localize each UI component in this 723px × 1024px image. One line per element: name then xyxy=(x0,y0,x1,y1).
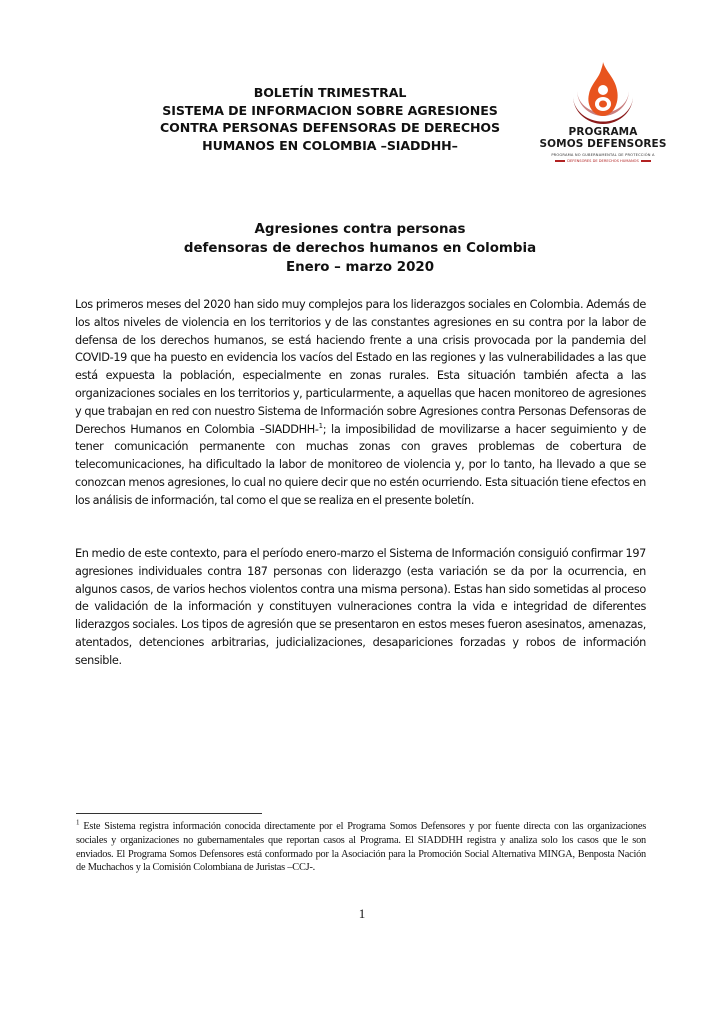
somos-defensores-logo xyxy=(528,60,678,172)
logo-program-name xyxy=(528,127,678,150)
logo-subtitle-2 xyxy=(534,159,672,164)
header-title-line: SISTEMA DE INFORMACION SOBRE AGRESIONES xyxy=(162,102,498,118)
header-title-line: BOLETÍN TRIMESTRAL xyxy=(253,85,407,100)
header-title-line: CONTRA PERSONAS DEFENSORAS DE DERECHOS xyxy=(160,120,500,135)
footnote-mark: 1 xyxy=(76,818,80,827)
document-title-line: defensoras de derechos humanos en Colombia xyxy=(183,241,537,256)
footnote-text: Este Sistema registra información conocida directamente por el Programa Somos Defensores y por fuente directa con las organizaciones sociales y organizaciones no gubernamentales que reportan casos al Programa. El SIADDHH registra y analiza solo los casos que le son enviados. El Programa Somos Defensores está conformado por la Asociación para la Promoción Social Alternativa MINGA, Benposta Nación de Muchachos y la Comisión Colombiana de Juristas –CCJ-. xyxy=(76,821,646,874)
logo-name-line1: PROGRAMA xyxy=(568,126,638,138)
document-title-line: Enero – marzo 2020 xyxy=(285,260,435,275)
logo-subtitle-2-text: DEFENSORES DE DERECHOS HUMANOS xyxy=(567,159,639,163)
paragraph-intro-text-b: ; la imposibilidad de movilizarse a hacer seguimiento y de tener comunicación permanente con muchas zonas con graves problemas de cobertura de telecomunicaciones, ha dificultado la labor de monitoreo de violencia y, por lo tanto, ha llevado a que se conozcan menos agresiones, lo cual no quiere decir que no estén ocurriendo. Esta situación tiene efectos en los análisis de información, tal como el que se realiza en el presente boletín. xyxy=(75,422,646,507)
footnote xyxy=(76,820,646,875)
header-title-line: HUMANOS EN COLOMBIA –SIADDHH– xyxy=(202,137,458,153)
accent-bar-left xyxy=(555,160,565,162)
footnote-separator xyxy=(76,813,262,814)
paragraph-intro-text-a: Los primeros meses del 2020 han sido muy complejos para los liderazgos sociales en Colombia. Además de los altos niveles de violencia en los territorios y de las constantes agresiones en su contra por la labor de defensa de los derechos humanos, se está haciendo frente a una crisis provocada por la pandemia del COVID-19 que ha puesto en evidencia los vacíos del Estado en las regiones y las vulnerabilidades a las que está expuesta la población, especialmente en zonas rurales. Esta situación también afecta a las organizaciones sociales en los territorios y, particularmente, a aquellas que hacen monitoreo de agresiones y que trabajan en red con nuestro Sistema de Información sobre Agresiones contra Personas Defensoras de Derechos Humanos en Colombia –SIADDHH- xyxy=(75,298,646,436)
document-title-line: Agresiones contra personas xyxy=(254,222,466,237)
flame-logo-icon xyxy=(563,60,643,128)
document-title xyxy=(150,220,570,277)
accent-bar-right xyxy=(641,160,651,162)
logo-subtitle-1: PROGRAMA NO GUBERNAMENTAL DE PROTECCIÓN A xyxy=(551,153,655,157)
bulletin-header-title xyxy=(130,84,530,154)
paragraph-intro xyxy=(75,296,646,510)
logo-name-line2: SOMOS DEFENSORES xyxy=(539,137,667,150)
page-number: 1 xyxy=(358,906,366,921)
paragraph-context: En medio de este contexto, para el período enero-marzo el Sistema de Información consiguió confirmar 197 agresiones individuales contra 187 personas con liderazgo (esta variación se da por la ocurrencia, en algunos casos, de varios hechos violentos contra una misma persona). Estas han sido sometidas al proceso de validación de la información y constituyen vulneraciones contra la vida e integridad de diferentes liderazgos sociales. Los tipos de agresión que se presentaron en estos meses fueron asesinatos, amenazas, atentados, detenciones arbitrarias, judicializaciones, desapariciones forzadas y robos de información sensible. xyxy=(75,547,646,667)
footnote-reference[interactable]: 1 xyxy=(318,421,323,430)
